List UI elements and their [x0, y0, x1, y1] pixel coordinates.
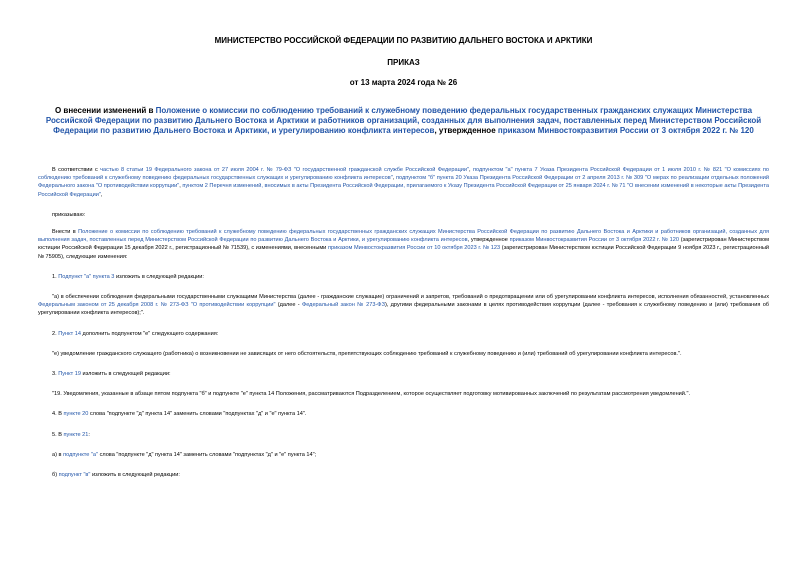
quote-text: ), другими федеральными законами в целях противодействия коррупции (далее - требования к служебному поведению и (или) требования об урегулировании конфликта интересов);". — [38, 302, 770, 317]
item-1 — [38, 273, 769, 281]
document-title — [40, 106, 767, 136]
main-text: (зарегистрирован Министерством юстиции Российской Федерации 15 декабря 2022 г., регистрационный № 71539), с изменениями, внесенными — [38, 237, 769, 252]
link-regulation[interactable]: Положение о комиссии по соблюдению требований к служебному поведению федеральных государственных гражданских служащих Министерства Российской Федерации по развитию Дальнего Востока и Арктики и работников организаций, созданных для выполнения задач, поставленных перед Министерством Российской Федерации по развитию Дальнего Востока и Арктики, и урегулированию конфликта интересов — [38, 229, 769, 244]
link-point-20[interactable]: пункте 20 — [63, 411, 89, 418]
link-point-14[interactable]: Пункт 14 — [58, 330, 81, 337]
item-2 — [38, 330, 769, 338]
preamble-text: , — [179, 183, 183, 190]
link-federal-law-273[interactable]: Федеральным законом от 25 декабря 2008 г. № 273-ФЗ "О противодействии коррупции" — [38, 302, 276, 309]
link-subpoint-a-point-3[interactable]: Подпункт "а" пункта 3 — [58, 273, 115, 280]
link-point-21[interactable]: пункте 21 — [63, 431, 89, 438]
title-text: , утвержденное — [434, 126, 498, 135]
item-5 — [38, 431, 769, 439]
document-body — [38, 166, 769, 479]
item-text: изложить в следующей редакции: — [90, 472, 180, 479]
item-text: б) — [52, 472, 59, 479]
quote-point-19: "19. Уведомления, указанные в абзаце пятом подпункта "б" и подпункте "е" пункта 14 Положения, рассматриваются Подразделением, которое осуществляет подготовку мотивированных заключений по результатам рассмотрения уведомлений.". — [52, 391, 691, 398]
quote-subpoint-a — [38, 293, 769, 318]
item-3 — [38, 370, 769, 378]
link-federal-law-79[interactable]: частью 8 статьи 19 Федерального закона от 27 июля 2004 г. № 79-ФЗ "О государственной гражданской службе Российской Федерации" — [100, 167, 470, 173]
link-order-120[interactable]: приказом Минвостокразвития России от 3 октября 2022 г. № 120 — [509, 237, 679, 244]
item-text: слова "подпункте "д" пункта 14" заменить словами "подпунктах "д" и "е" пункта 14"; — [98, 451, 317, 458]
link-decree-71[interactable]: пунктом 2 Перечня изменений, вносимых в акты Президента Российской Федерации, прилагаемого к Указу Президента Российской Федерации от 25 января 2024 г. № 71 "О внесении изменений в некоторые акты Президента Российской Федерации" — [38, 183, 769, 198]
link-subpoint-v[interactable]: подпункт "в" — [58, 472, 91, 479]
title-link-order[interactable]: приказом Минвостокразвития России от 3 октября 2022 г. № 120 — [497, 126, 754, 135]
document-type: ПРИКАЗ — [387, 58, 420, 67]
main-text: Внести в — [52, 229, 79, 236]
preamble-text: В соответствии с — [52, 167, 101, 173]
item-text: 3. — [52, 371, 59, 378]
item-text: дополнить подпунктом "е" следующего содержания: — [81, 330, 219, 337]
title-link-regulation[interactable]: Положение о комиссии по соблюдению требований к служебному поведению федеральных государственных гражданских служащих Министерства Российской Федерации по развитию Дальнего Востока и Арктики и работников организаций, созданных для выполнения задач, поставленных перед Министерством Российской Федерации по развитию Дальнего Востока и Арктики, и урегулированию конфликта интересов — [45, 106, 762, 135]
document-date-number: от 13 марта 2024 года № 26 — [349, 78, 458, 87]
preamble-paragraph — [38, 166, 769, 199]
item-4 — [38, 410, 769, 418]
link-decree-309[interactable]: подпунктом "б" пункта 20 Указа Президента Российской Федерации от 2 апреля 2013 г. № 309 "О мерах по реализации отдельных положений Федерального закона "О противодействии коррупции" — [38, 175, 769, 190]
link-subpoint-a[interactable]: подпункте "а" — [63, 451, 99, 458]
ministry-name: МИНИСТЕРСТВО РОССИЙСКОЙ ФЕДЕРАЦИИ ПО РАЗВИТИЮ ДАЛЬНЕГО ВОСТОКА И АРКТИКИ — [214, 36, 593, 45]
link-decree-821[interactable]: подпунктом "а" пункта 7 Указа Президента Российской Федерации от 1 июля 2010 г. № 821 "О комиссиях по соблюдению требований к служебному поведению федеральных государственных служащих и урегулированию конфликта интересов" — [38, 167, 770, 182]
sub-item-a — [38, 451, 769, 459]
main-paragraph — [38, 228, 769, 261]
link-order-123[interactable]: приказом Минвостокразвития России от 10 октября 2023 г. № 123 — [327, 245, 501, 252]
preamble-text: , — [392, 175, 396, 182]
sub-item-b — [38, 471, 769, 479]
title-text: О внесении изменений в — [54, 106, 156, 115]
order-word: приказываю: — [52, 211, 86, 218]
quote-text: (далее - — [275, 302, 302, 309]
item-text: 5. В — [52, 431, 64, 438]
main-text: (зарегистрирован Министерством юстиции Российской Федерации 9 ноября 2023 г., регистрационный № 75905), следующие изменения: — [38, 245, 769, 260]
item-text: изложить в следующей редакции: — [114, 273, 204, 280]
item-text: 4. В — [52, 411, 64, 418]
link-point-19[interactable]: Пункт 19 — [58, 371, 81, 378]
item-text: слова "подпункте "д" пункта 14" заменить словами "подпунктах "д" и "е" пункта 14". — [88, 411, 307, 418]
item-text: : — [88, 431, 90, 438]
item-text: 2. — [52, 330, 59, 337]
quote-subpoint-e: "е) уведомление гражданского служащего (работника) о возникновении не зависящих от него обстоятельств, препятствующих соблюдению требований к служебному поведению и (или) требований об урегулировании конфликта интересов.". — [52, 350, 682, 357]
item-text: 1. — [52, 273, 59, 280]
item-text: изложить в следующей редакции: — [81, 371, 171, 378]
item-text: а) в — [52, 451, 64, 458]
main-text: , утвержденное — [467, 237, 510, 244]
preamble-text: , — [100, 191, 103, 198]
link-federal-law-273-short[interactable]: Федеральный закон № 273-ФЗ — [301, 302, 385, 309]
quote-text: "а) в обеспечении соблюдения федеральными государственными служащими Министерства (далее - гражданские служащие) ограничений и запретов, требований о предотвращении или об урегулировании конфликта интересов, исполнения обязанностей, установленных — [52, 294, 769, 301]
preamble-text: , — [469, 167, 473, 173]
